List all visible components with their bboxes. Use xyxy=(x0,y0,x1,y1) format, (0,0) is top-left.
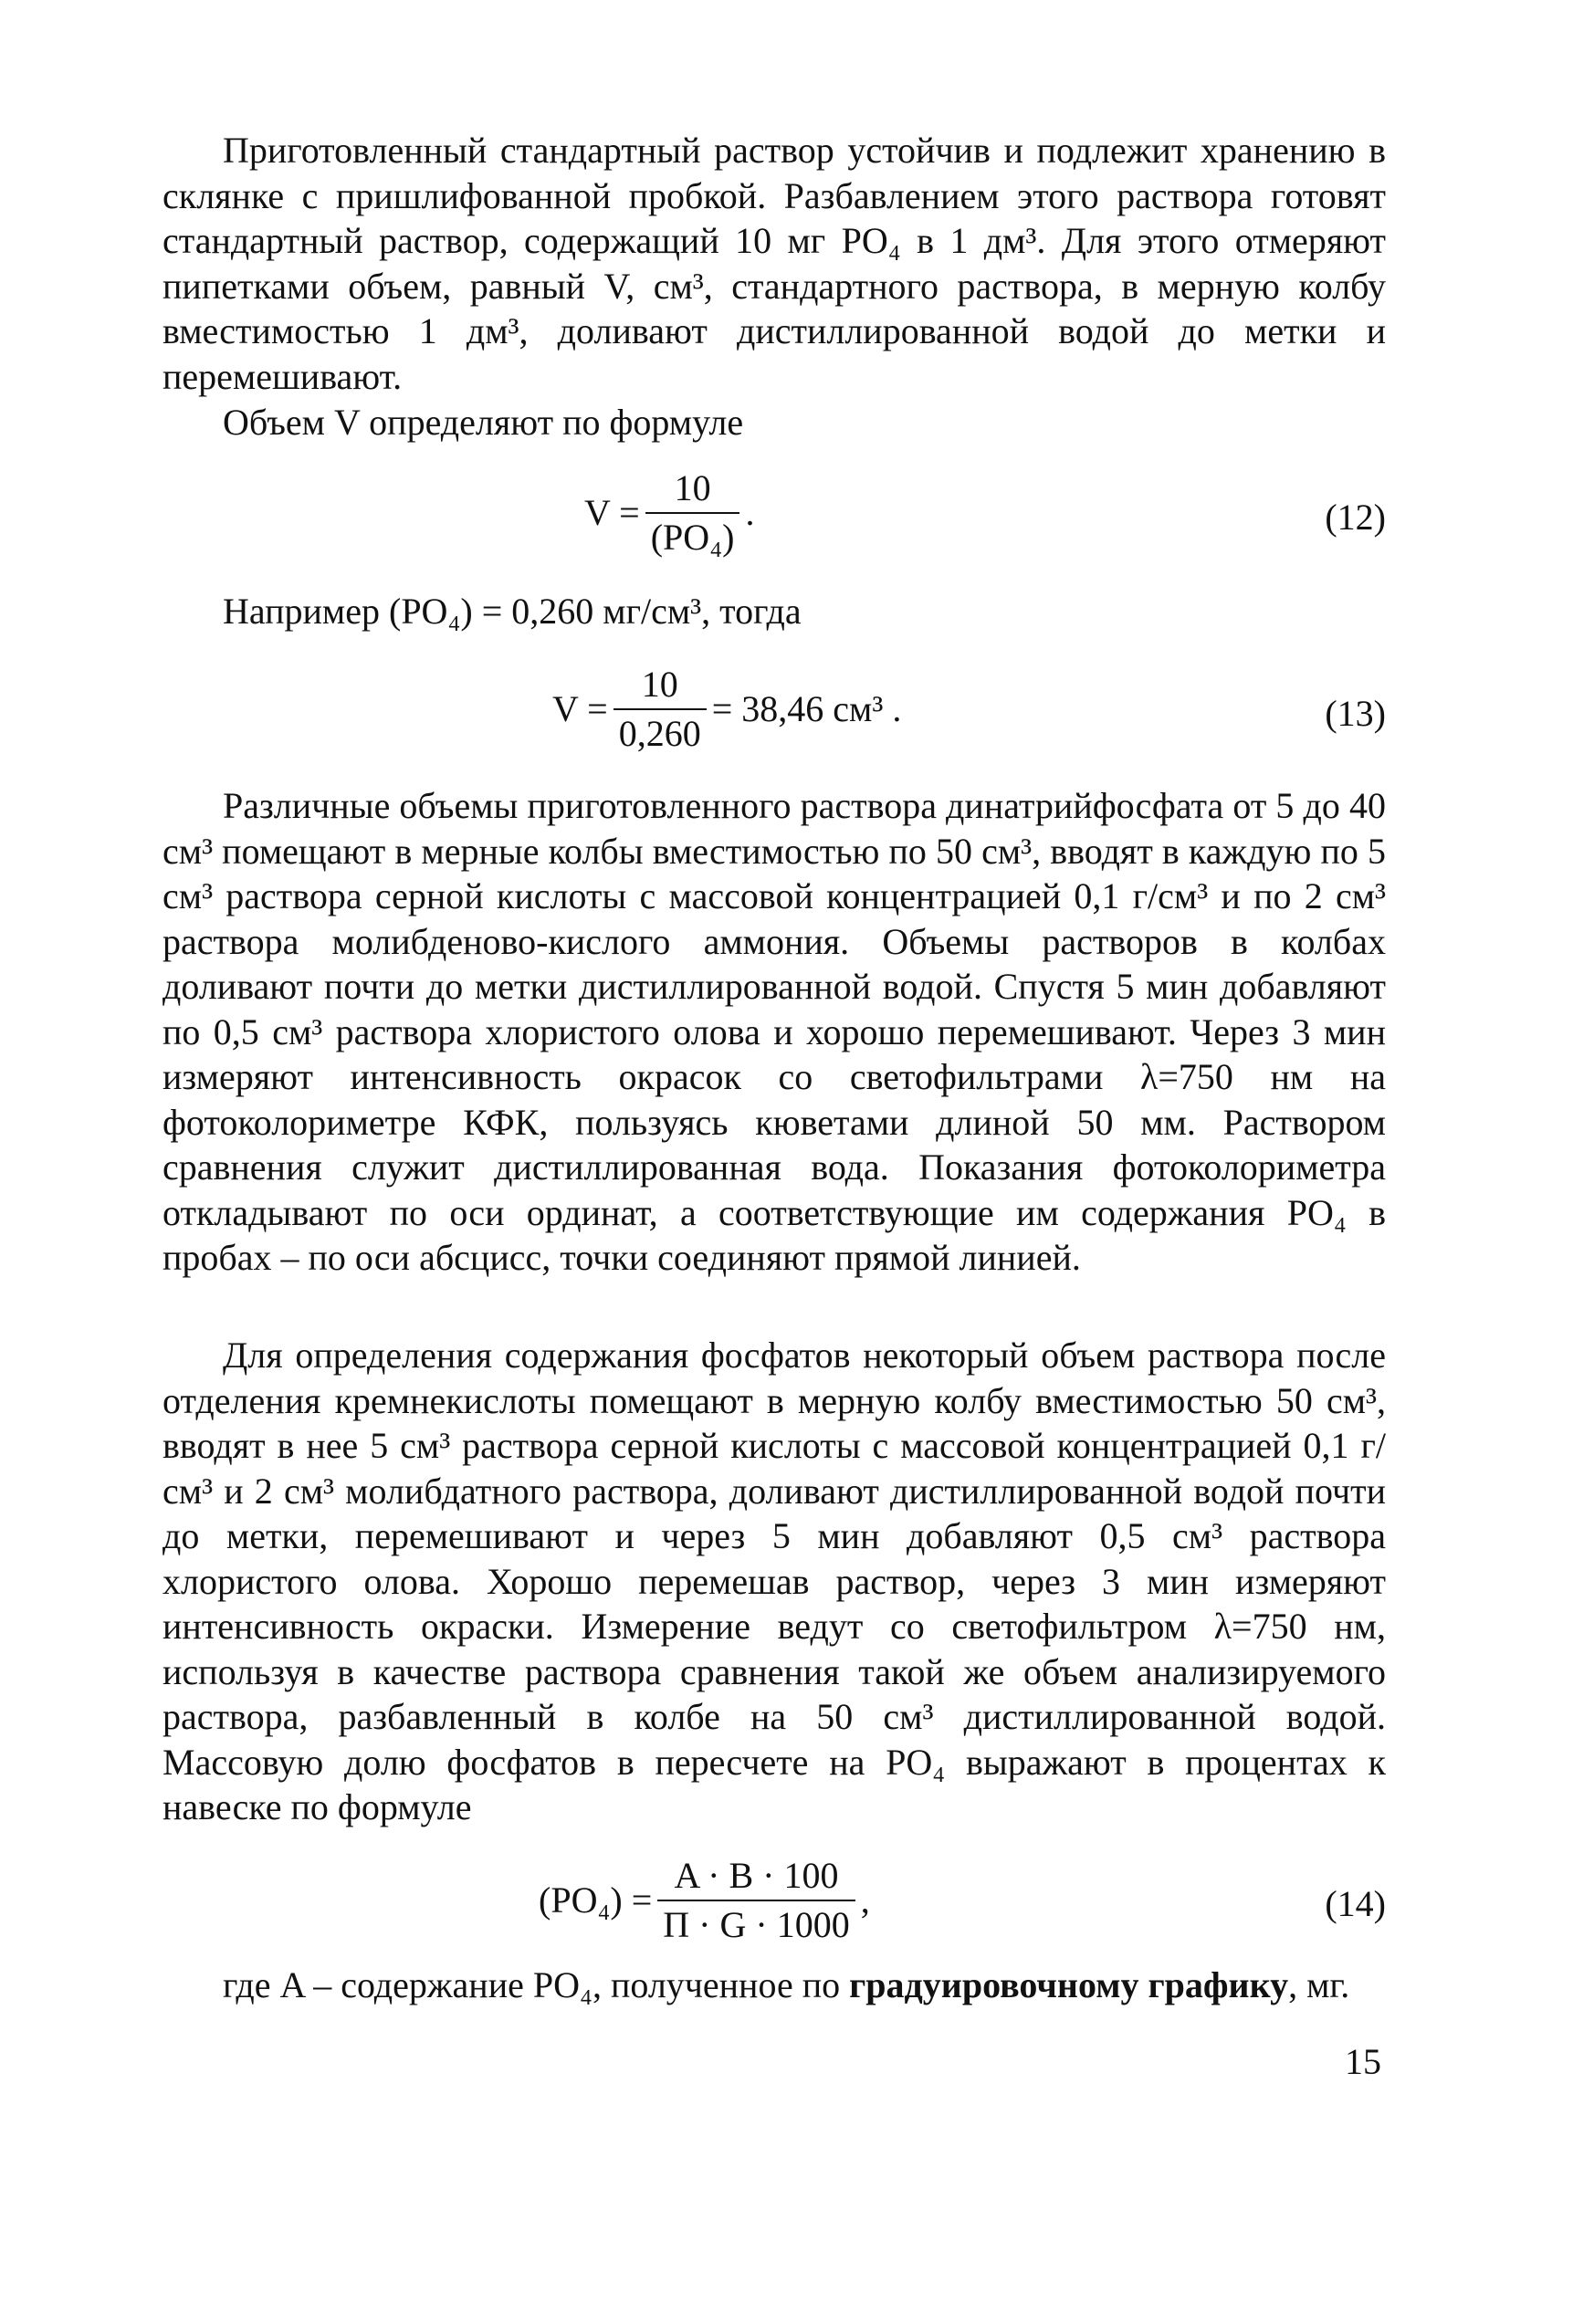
equation-14-numerator: A · B · 100 xyxy=(674,1855,839,1896)
where-a-prefix: где A – содержание PO₄, полученное по xyxy=(223,1964,841,2005)
equation-12-denominator: (PO₄) xyxy=(645,512,740,556)
equation-12-fraction xyxy=(645,467,740,558)
equation-13-fraction xyxy=(613,666,707,752)
equation-12-numerator: 10 xyxy=(674,467,711,508)
paragraph-example: Например (PO₄) = 0,260 мг/см³, тогда xyxy=(223,591,802,632)
equation-13-number: (13) xyxy=(1325,693,1386,734)
equation-13 xyxy=(552,666,901,752)
paragraph-calibration-procedure: Различные объемы приготовленного раствора динатрийфосфата от 5 до 40 см³ помещают в мерные колбы вместимостью по 50 см³, вводят в каждую по 5 см³ раствора серной кислоты с массовой концентрацией 0,1 г/см³ и по 2 см³ раствора молибденово-кислого аммония. Объемы растворов в колбах доливают почти до метки дистиллированной водой. Спустя 5 мин добавляют по 0,5 см³ раствора хлористого олова и хорошо перемешивают. Через 3 мин измеряют интенсивность окрасок со светофильтрами λ=750 нм на фотоколориметре КФК, пользуясь кюветами длиной 50 мм. Раствором сравнения служит дистиллированная вода. Показания фотоколориметра откладывают по оси ординат, а соответствующие им содержания PO₄ в пробах – по оси абсцисс, точки соединяют прямой линией. xyxy=(163,785,1386,1278)
equation-14-denominator: П · G · 1000 xyxy=(657,1900,855,1943)
equation-12-tail: . xyxy=(745,492,755,533)
equation-14 xyxy=(539,1855,870,1945)
equation-12-number: (12) xyxy=(1325,497,1386,538)
equation-13-tail: = 38,46 см³ . xyxy=(711,688,902,729)
equation-14-fraction xyxy=(657,1855,855,1945)
equation-13-lhs: V = xyxy=(552,688,608,729)
where-a-bold-term: градуировочному графику xyxy=(849,1964,1289,2005)
equation-14-tail: , xyxy=(860,1879,870,1921)
equation-12 xyxy=(584,467,755,558)
where-a-suffix: , мг. xyxy=(1288,1964,1350,2005)
paragraph-standard-solution: Приготовленный стандартный раствор устойчив и подлежит хранению в склянке с пришлифованной пробкой. Разбавлением этого раствора готовят стандартный раствор, содержащий 10 мг PO₄ в 1 дм³. Для этого отмеряют пипетками объем, равный V, см³, стандартного раствора, в мерную колбу вместимостью 1 дм³, доливают дистиллированной водой до метки и перемешивают. xyxy=(163,130,1386,397)
equation-13-denominator: 0,260 xyxy=(613,708,707,752)
equation-13-numerator: 10 xyxy=(641,664,678,705)
paragraph-where-a xyxy=(163,1963,1386,2008)
equation-12-lhs: V = xyxy=(584,492,640,533)
paragraph-volume-formula-intro: Объем V определяют по формуле xyxy=(223,402,744,443)
equation-14-lhs: (PO₄) = xyxy=(539,1879,653,1921)
equation-14-number: (14) xyxy=(1325,1883,1386,1924)
page-number: 15 xyxy=(1345,2041,1381,2082)
paragraph-phosphate-determination: Для определения содержания фосфатов некоторый объем раствора после отделения кремнекислоты помещают в мерную колбу вместимостью 50 см³, вводят в нее 5 см³ раствора серной кислоты с массовой концентрацией 0,1 г/см³ и 2 см³ молибдатного раствора, доливают дистиллированной водой почти до метки, перемешивают и через 5 мин добавляют 0,5 см³ раствора хлористого олова. Хорошо перемешав раствор, через 3 мин измеряют интенсивность окраски. Измерение ведут со светофильтром λ=750 нм, используя в качестве раствора сравнения такой же объем анализируемого раствора, разбавленный в колбе на 50 см³ дистиллированной водой. Массовую долю фосфатов в пересчете на PO₄ выражают в процентах к навеске по формуле xyxy=(163,1335,1386,1827)
